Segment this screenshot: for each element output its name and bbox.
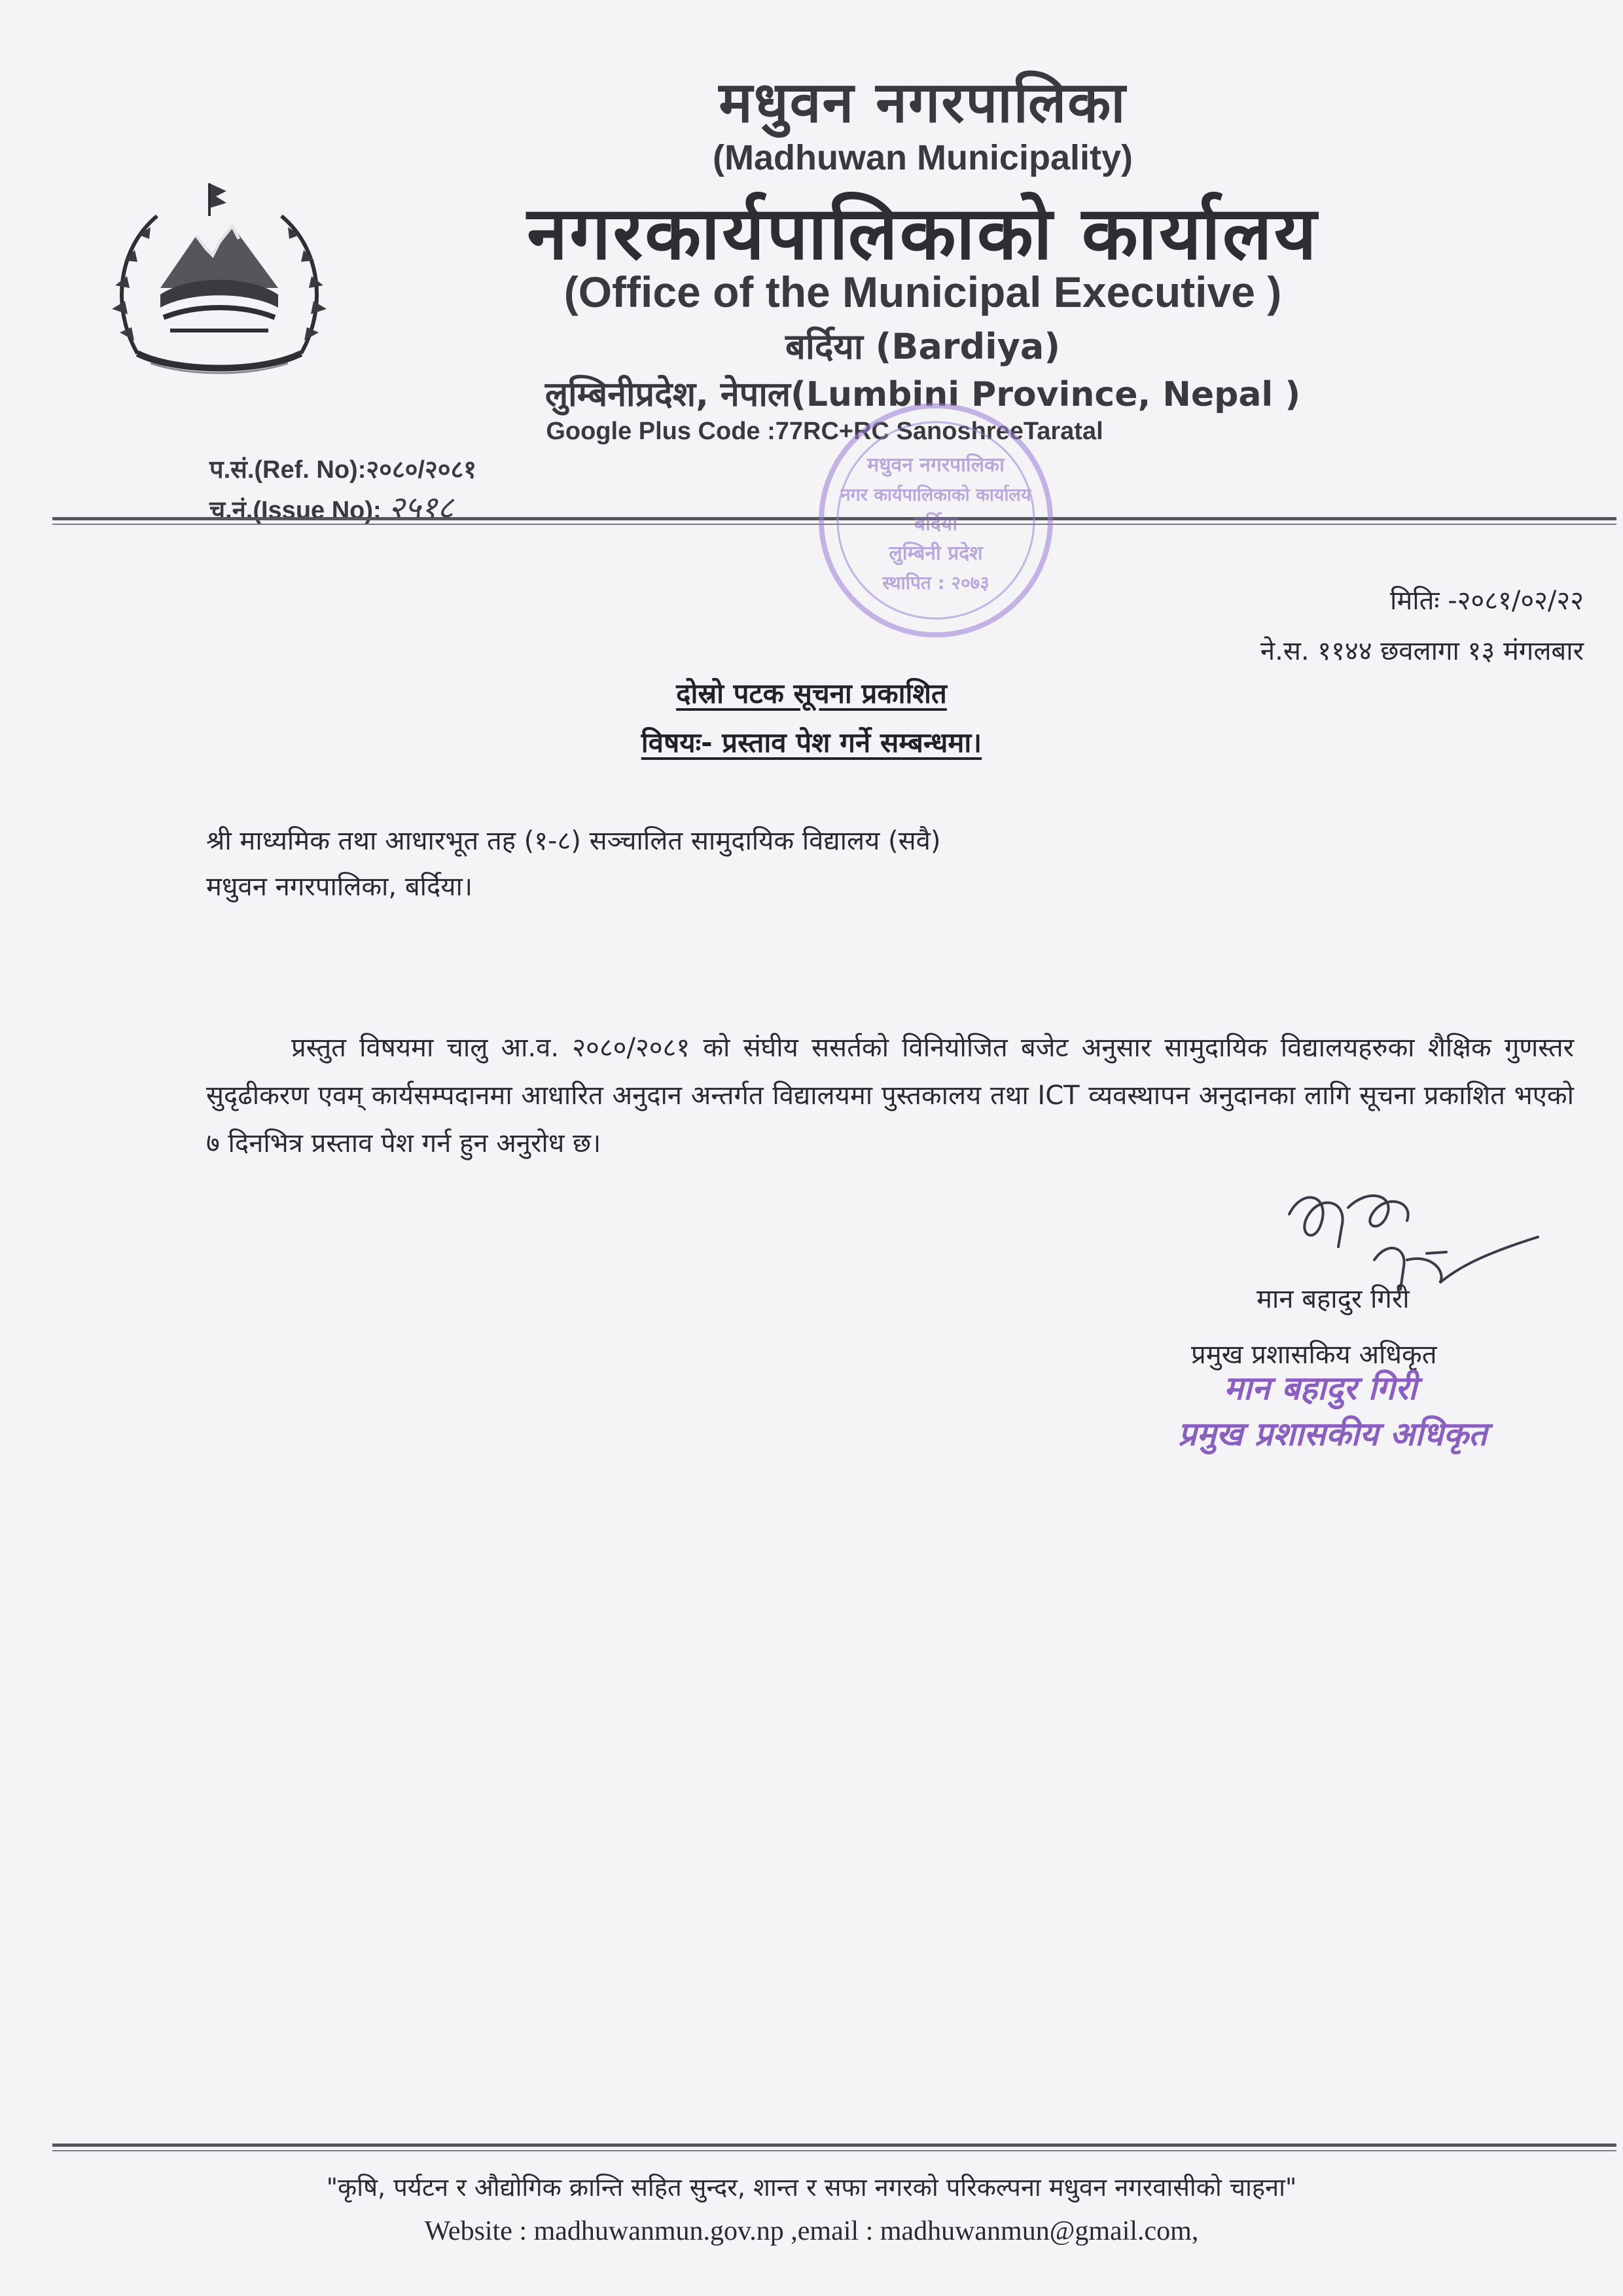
seal-signatory-name: मान बहादुर गिरी: [1224, 1369, 1417, 1407]
notice-heading-text: दोस्रो पटक सूचना प्रकाशित: [676, 677, 947, 709]
signatory-name: मान बहादुर गिरी: [1257, 1284, 1410, 1314]
province-line: लुम्बिनीप्रदेश, नेपाल(Lumbini Province, Nepal ): [544, 375, 1301, 414]
reference-label: प.सं.(Ref. No):: [209, 456, 366, 484]
stamp-line-5: स्थापित : २०७३: [882, 572, 990, 594]
signatory-title: प्रमुख प्रशासकिय अधिकृत: [1191, 1340, 1437, 1370]
issue-label: च.नं.(Issue No):: [209, 497, 382, 524]
nepal-government-emblem-icon: [98, 177, 340, 386]
addressee-line-1: श्री माध्यमिक तथा आधारभूत तह (१-८) सञ्चालित सामुदायिक विद्यालय (सवै): [206, 826, 941, 856]
issue-value: २५१८: [388, 490, 454, 526]
stamp-line-1: मधुवन नगरपालिका: [867, 454, 1005, 476]
reference-value: २०८०/२०८१: [366, 456, 476, 484]
stamp-line-3: बर्दिया: [914, 512, 957, 535]
municipality-name-english: (Madhuwan Municipality): [713, 138, 1133, 177]
stamp-line-4: लुम्बिनी प्रदेश: [889, 542, 983, 565]
footer-slogan: "कृषि, पर्यटन र औद्योगिक क्रान्ति सहित सुन्दर, शान्त र सफा नगरको परिकल्पना मधुवन नगरवासीको चाहना": [326, 2173, 1297, 2202]
footer-divider: [52, 2144, 1616, 2151]
subject-heading: [0, 723, 1623, 761]
plus-code-line: Google Plus Code :77RC+RC SanoshreeTaratal: [546, 418, 1103, 445]
stamp-line-2: नगर कार्यपालिकाको कार्यालय: [840, 485, 1031, 505]
office-name-nepali: नगरकार्यपालिकाको कार्यालय: [527, 191, 1319, 276]
footer-contact: Website : madhuwanmun.gov.np ,email : madhuwanmun@gmail.com,: [424, 2216, 1199, 2246]
reference-number: [209, 452, 476, 486]
notice-heading: [0, 674, 1623, 711]
nepal-sambat-date-line: ने.स. ११४४ छवलागा १३ मंगलबार: [1260, 636, 1584, 666]
district-line: बर्दिया (Bardiya): [785, 326, 1060, 367]
office-round-stamp-icon: [812, 396, 1060, 645]
seal-signatory-title: प्रमुख प्रशासकीय अधिकृत: [1178, 1415, 1488, 1453]
letter-body: प्रस्तुत विषयमा चालु आ.व. २०८०/२०८१ को संघीय ससर्तको विनियोजित बजेट अनुसार सामुदायिक विद्यालयहरुका शैक्षिक गुणस्तर सुदृढीकरण एवम् कार्यसम्पदानमा आधारित अनुदान अन्तर्गत विद्यालयमा पुस्तकालय तथा ICT व्यवस्थापन अनुदानका लागि सूचना प्रकाशित भएको ७ दिनभित्र प्रस्ताव पेश गर्न हुन अनुरोध छ।: [206, 1033, 1574, 1158]
subject-heading-text: विषयः- प्रस्ताव पेश गर्ने सम्बन्धमा।: [641, 726, 982, 759]
date-line: मितिः -२०८१/०२/२२: [1389, 586, 1584, 616]
addressee-line-2: मधुवन नगरपालिका, बर्दिया।: [206, 872, 473, 902]
office-name-english: (Office of the Municipal Executive ): [563, 268, 1282, 316]
municipality-name-nepali: मधुवन नगरपालिका: [719, 70, 1127, 135]
